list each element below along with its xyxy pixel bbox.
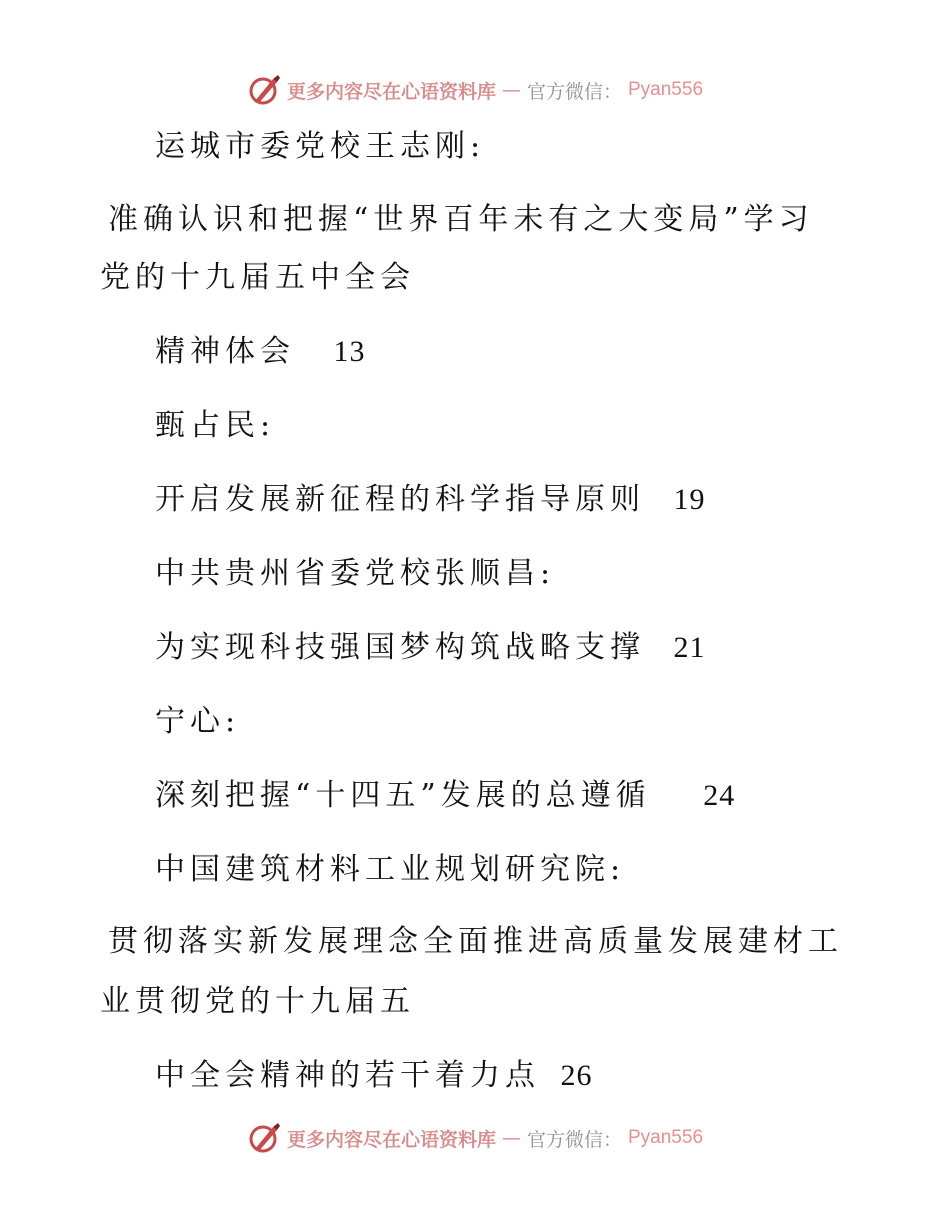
toc-text: 为实现科技强国梦构筑战略支撑	[155, 630, 645, 665]
toc-page-number: 19	[673, 483, 706, 516]
toc-page-number: 21	[673, 631, 706, 664]
toc-text: 甄占民:	[155, 408, 276, 443]
pen-logo-icon	[247, 73, 281, 107]
watermark-main-text: 更多内容尽在心语资料库	[286, 80, 496, 103]
watermark-dash: —	[501, 1127, 521, 1149]
toc-text: 宁心:	[155, 704, 241, 739]
toc-line	[155, 628, 706, 668]
watermark-label: 官方微信：	[526, 1128, 622, 1151]
toc-text: 深刻把握“十四五”发展的总遵循	[155, 778, 651, 813]
toc-line	[100, 982, 415, 1022]
toc-text: 中共贵州省委党校张顺昌:	[155, 556, 556, 591]
toc-line	[155, 702, 240, 742]
toc-line	[155, 554, 555, 594]
toc-line	[108, 922, 843, 962]
toc-page-number: 24	[703, 779, 736, 812]
toc-text: 中全会精神的若干着力点	[155, 1058, 540, 1093]
toc-line	[155, 480, 706, 520]
watermark-main-text: 更多内容尽在心语资料库	[286, 1128, 496, 1151]
toc-text: 开启发展新征程的科学指导原则	[155, 482, 645, 517]
toc-line	[108, 200, 848, 240]
watermark-account: Pyan556	[628, 1127, 704, 1148]
toc-line	[155, 1056, 593, 1096]
toc-line	[155, 127, 485, 167]
watermark-bottom	[0, 1118, 950, 1158]
watermark-account: Pyan556	[628, 79, 704, 100]
toc-text: 精神体会	[155, 334, 295, 369]
watermark-label: 官方微信：	[526, 80, 622, 103]
toc-line	[155, 776, 735, 816]
toc-line	[155, 850, 625, 890]
toc-text: 贯彻落实新发展理念全面推进高质量发展建材工	[108, 924, 843, 959]
toc-text: 准确认识和把握“世界百年未有之大变局”学习	[108, 202, 814, 237]
toc-text: 运城市委党校王志刚:	[155, 129, 486, 164]
toc-line	[155, 332, 366, 372]
toc-page-number: 26	[560, 1059, 593, 1092]
toc-text: 党的十九届五中全会	[100, 260, 415, 295]
toc-text: 业贯彻党的十九届五	[100, 984, 415, 1019]
toc-page-number: 13	[333, 335, 366, 368]
pen-logo-icon	[247, 1121, 281, 1155]
toc-line	[155, 406, 275, 446]
toc-text: 中国建筑材料工业规划研究院:	[155, 852, 626, 887]
watermark-top	[0, 70, 950, 110]
watermark-dash: —	[501, 79, 521, 101]
toc-line	[100, 258, 415, 298]
